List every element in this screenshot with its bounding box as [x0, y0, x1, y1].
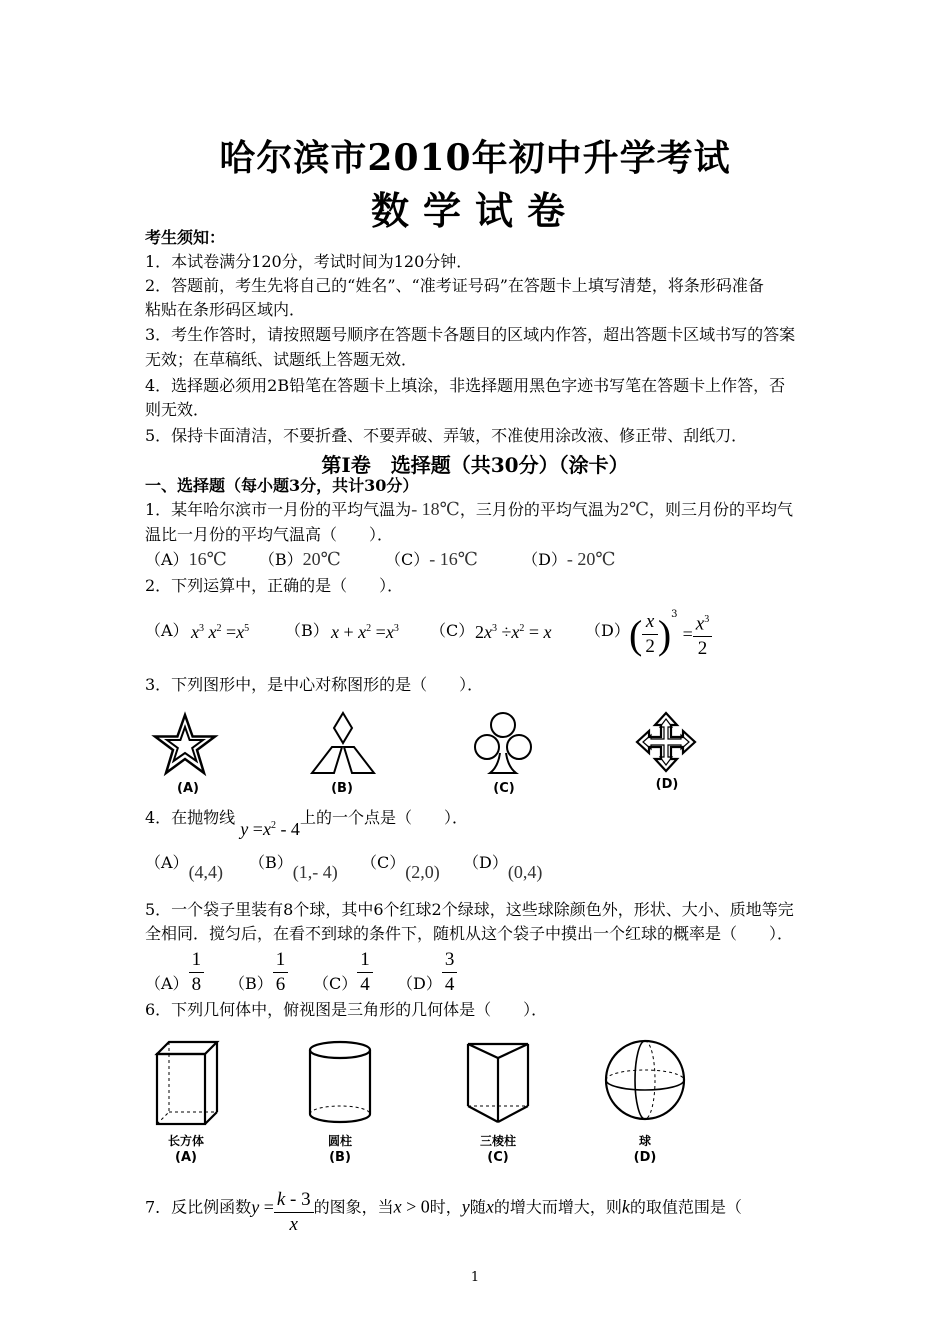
option-label: （C） [361, 853, 406, 872]
option-label: （D） [397, 974, 442, 993]
q1-line1 [145, 497, 810, 522]
fraction-numerator: 1 [357, 948, 373, 973]
q7-var-y: y [461, 1196, 470, 1217]
q7-text: 的图象，当 [313, 1197, 394, 1217]
fraction-denominator: 8 [191, 974, 202, 995]
option-value: 20℃ [302, 549, 341, 569]
q7-text: 随 [469, 1197, 486, 1217]
q3-label-c: (C) [493, 781, 515, 796]
q2-formula-a: $x^3$ $x^2 =x^5$ [191, 622, 250, 642]
option-value: - 16℃ [429, 549, 478, 569]
notice-line: 2．答题前，考生先将自己的“姓名”、“准考证号码”在答题卡上填写清楚，将条形码准备 [145, 276, 764, 295]
q4-option-d[interactable] [463, 850, 543, 882]
option-value: (0,4) [507, 862, 543, 882]
option-label: （C） [384, 550, 430, 569]
q7-condition: x > 0 [393, 1196, 430, 1217]
q6-figures [145, 1034, 705, 1169]
q4-text: 上的一个点是（ ）． [299, 808, 468, 827]
q6-name-c: 三棱柱 [479, 1134, 516, 1148]
notice-line: 则无效． [145, 400, 210, 419]
q3-label-a: (A) [177, 781, 199, 796]
q2-option-c-label[interactable]: （C） [430, 621, 475, 640]
q4-text: 4．在抛物线 [145, 808, 236, 827]
q4-formula: $y =x^2 - 4$ [240, 819, 300, 839]
q2-option-b-label[interactable]: （B） [285, 621, 329, 640]
q7-formula: y = $\frac{k - 3}{x}$ [251, 1197, 313, 1217]
fraction-denominator: 4 [444, 974, 455, 995]
cuboid-figure[interactable] [155, 1040, 221, 1128]
q1-line2: 温比一月份的平均气温高（ ）． [145, 525, 394, 544]
q4-line [145, 802, 810, 839]
option-value: (2,0) [405, 862, 440, 882]
q3-label-b: (B) [331, 781, 353, 796]
fraction-denominator: 4 [360, 974, 370, 995]
q4-option-b[interactable] [249, 850, 338, 882]
q3-figures [145, 705, 745, 800]
notice-line: 1．本试卷满分120分，考试时间为120分钟． [145, 252, 473, 271]
q5-line2: 全相同．搅匀后，在看不到球的条件下，随机从这个袋子中摸出一个红球的概率是（ ）． [145, 924, 794, 943]
triangular-prism-figure[interactable] [465, 1040, 531, 1126]
q1-options [145, 547, 810, 572]
q2-option-d-label[interactable]: （D） [585, 621, 630, 640]
club-figure[interactable] [470, 709, 536, 775]
notice-line: 4．选择题必须用2B铅笔在答题卡上填涂，非选择题用黑色字迹书写笔在答题卡上作答，否 [145, 376, 786, 395]
q2-formula-d: ( $\frac{x}{2}$ )$^3$ = $\frac{x^3}{2}$ [629, 608, 712, 661]
option-label: （A） [145, 550, 189, 569]
q7-text: 7．反比例函数 [145, 1197, 252, 1217]
part-heading: 一、选择题（每小题3分，共计30分） [145, 476, 419, 495]
q4-option-a[interactable] [145, 850, 224, 882]
three-diamonds-figure[interactable] [310, 711, 376, 777]
option-value: - 20℃ [566, 549, 616, 569]
q4-options [145, 848, 810, 880]
notice-line: 无效；在草稿纸、试题纸上答题无效． [145, 350, 418, 369]
q6-label-c: (C) [487, 1150, 509, 1165]
fraction-denominator: 6 [275, 974, 286, 995]
four-arrows-figure[interactable] [635, 711, 697, 773]
q1-option-b[interactable] [259, 550, 341, 569]
q6-label-b: (B) [329, 1150, 351, 1165]
notice-heading: 考生须知： [145, 228, 226, 247]
q6-name-a: 长方体 [167, 1134, 204, 1148]
q6-label-d: (D) [633, 1150, 657, 1165]
q5-line1: 5．一个袋子里装有8个球，其中6个红球2个绿球，这些球除颜色外，形状、大小、质地等完 [145, 900, 794, 919]
option-label: （B） [229, 974, 273, 993]
q7-line [145, 1184, 810, 1233]
q1-text: ，三月份的平均气温为 [459, 500, 620, 519]
q3-text: 3．下列图形中，是中心对称图形的是（ ）． [145, 675, 484, 694]
option-label: （A） [145, 974, 189, 993]
page-number: 1 [470, 1270, 480, 1285]
option-label: （D） [522, 550, 567, 569]
q2-text: 2．下列运算中，正确的是（ ）． [145, 576, 404, 595]
q1-option-d[interactable] [522, 550, 615, 569]
fraction-numerator: 1 [273, 948, 289, 973]
notice-line: 5．保持卡面清洁，不要折叠、不要弄破、弄皱，不准使用涂改液、修正带、刮纸刀． [145, 426, 748, 445]
section-title: 第Ⅰ卷 选择题（共30分）（涂卡） [321, 453, 629, 477]
q1-value-mar: 2℃ [619, 499, 649, 519]
q5-options [145, 946, 545, 996]
option-label: （C） [313, 974, 358, 993]
option-value: (4,4) [188, 862, 224, 882]
q3-label-d: (D) [655, 777, 679, 792]
q7-text: 的取值范围是（ [629, 1197, 742, 1217]
q2-options [145, 609, 810, 664]
option-label: （B） [249, 853, 293, 872]
q2-formula-b: $x + x^2 =x^3$ [331, 622, 399, 642]
fraction-numerator: 1 [189, 948, 205, 973]
q6-label-a: (A) [175, 1150, 197, 1165]
q7-text: 时， [429, 1197, 462, 1217]
option-label: （B） [258, 550, 303, 569]
fraction-numerator: 3 [442, 948, 458, 973]
notice-line: 3．考生作答时，请按照题号顺序在答题卡各题目的区域内作答，超出答题卡区域书写的答案 [145, 325, 796, 344]
q1-option-a[interactable] [145, 550, 227, 569]
notice-line: 粘贴在条形码区域内． [145, 300, 306, 319]
q6-name-d: 球 [638, 1134, 651, 1148]
option-value: (1,- 4) [292, 862, 338, 882]
q1-text: 1．某年哈尔滨市一月份的平均气温为 [145, 500, 412, 519]
q6-name-b: 圆柱 [327, 1134, 352, 1148]
option-label: （D） [463, 853, 508, 872]
q7-text: 的增大而增大，则 [493, 1197, 622, 1217]
q2-formula-c: $2x^3 \div x^2 = x$ [475, 622, 552, 642]
option-label: （A） [145, 853, 189, 872]
q1-value-jan: - 18℃ [411, 499, 460, 519]
option-value: 16℃ [188, 549, 227, 569]
q1-option-c[interactable] [385, 550, 478, 569]
q7-var-k: k [621, 1196, 630, 1217]
q4-option-c[interactable] [361, 850, 440, 882]
star-figure[interactable] [153, 713, 217, 777]
q2-option-a-label[interactable]: （A） [145, 621, 189, 640]
sphere-figure[interactable] [603, 1038, 687, 1122]
q1-text: ，则三月份的平均气 [648, 500, 793, 519]
page-subtitle: 数学试卷 [370, 188, 579, 233]
q6-text: 6．下列几何体中，俯视图是三角形的几何体是（ ）． [145, 1000, 548, 1019]
cylinder-figure[interactable] [307, 1040, 373, 1126]
page-title: 哈尔滨市2010年初中升学考试 [219, 137, 731, 179]
q7-var-x: x [485, 1196, 494, 1217]
